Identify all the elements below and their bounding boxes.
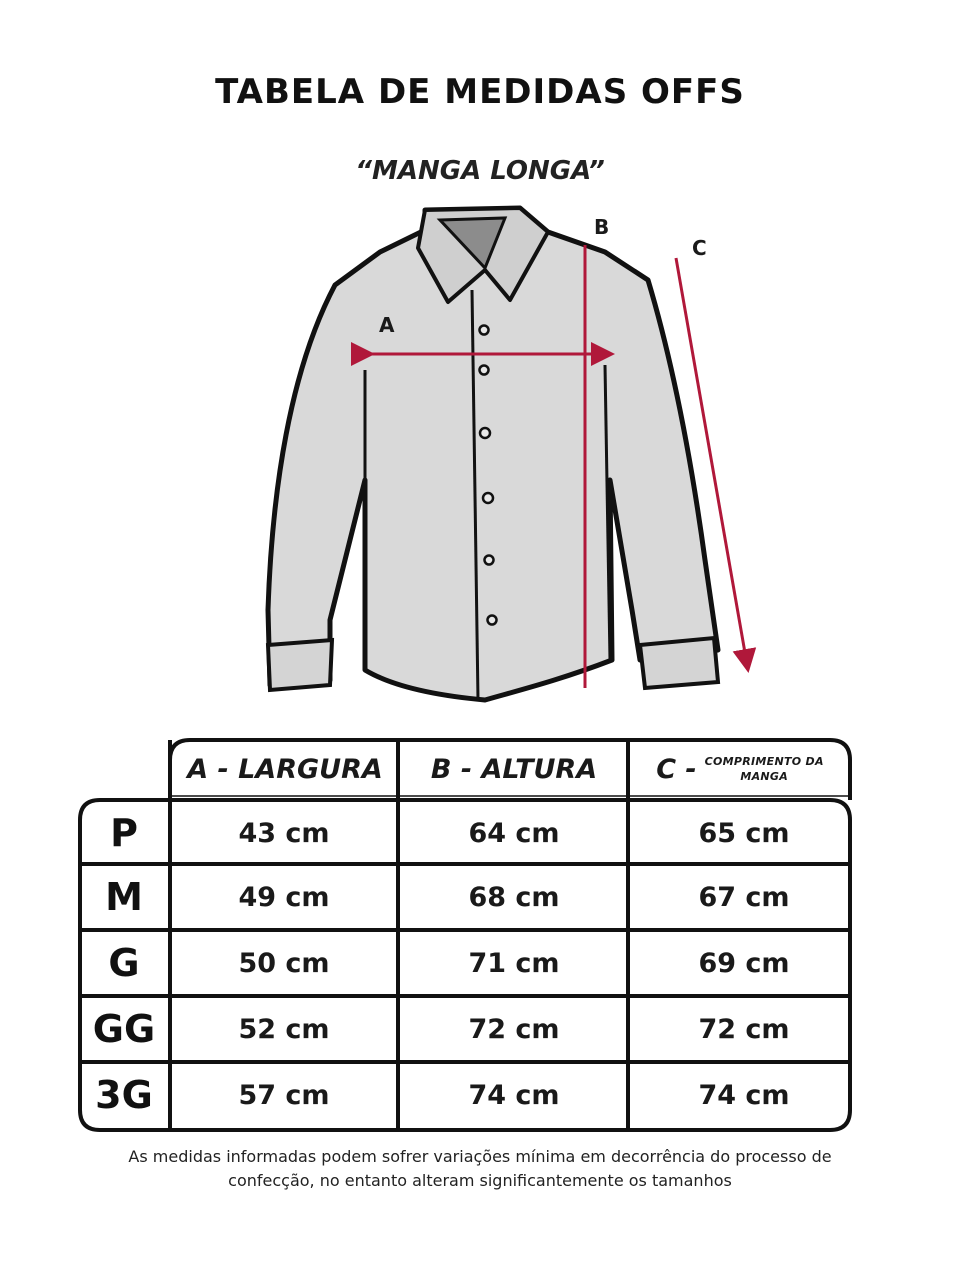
cell-largura: 57 cm [238,1079,330,1111]
cell-largura: 49 cm [238,881,330,913]
label-a: A [379,313,395,337]
size-label: P [110,811,138,855]
header-a-largura: A - LARGURA [187,753,383,785]
label-b: B [594,215,610,239]
footer-note [60,1145,900,1193]
cell-comprimento-manga: 69 cm [698,947,790,979]
cell-largura: 43 cm [238,817,330,849]
cell-altura: 72 cm [468,1013,560,1045]
header-c-prefix: C - [656,753,697,785]
cell-comprimento-manga: 65 cm [698,817,790,849]
label-c: C [692,236,707,260]
cell-altura: 64 cm [468,817,560,849]
page-title: TABELA DE MEDIDAS OFFS [215,72,745,112]
header-c-line1: COMPRIMENTO DA [704,755,824,768]
cell-largura: 50 cm [238,947,330,979]
cell-comprimento-manga: 67 cm [698,881,790,913]
header-c-text [705,754,824,784]
cell-altura: 71 cm [468,947,560,979]
header-b-altura: B - ALTURA [430,753,598,785]
cell-altura: 74 cm [468,1079,560,1111]
left-cuff [268,640,332,690]
size-label: M [105,875,143,919]
cell-altura: 68 cm [468,881,560,913]
size-label: G [108,941,140,985]
right-cuff [640,638,718,688]
size-label: GG [92,1007,156,1051]
size-label: 3G [95,1073,153,1117]
footer-note-line1: As medidas informadas podem sofrer variações mínima em decorrência do processo de [128,1147,832,1166]
page-subtitle: “MANGA LONGA” [355,156,605,186]
cell-comprimento-manga: 74 cm [698,1079,790,1111]
cell-largura: 52 cm [238,1013,330,1045]
footer-note-line2: confecção, no entanto alteram significantemente os tamanhos [228,1171,732,1190]
header-c-comprimento [630,740,850,798]
shirt-diagram [0,190,960,720]
cell-comprimento-manga: 72 cm [698,1013,790,1045]
header-c-line2: MANGA [740,770,789,783]
